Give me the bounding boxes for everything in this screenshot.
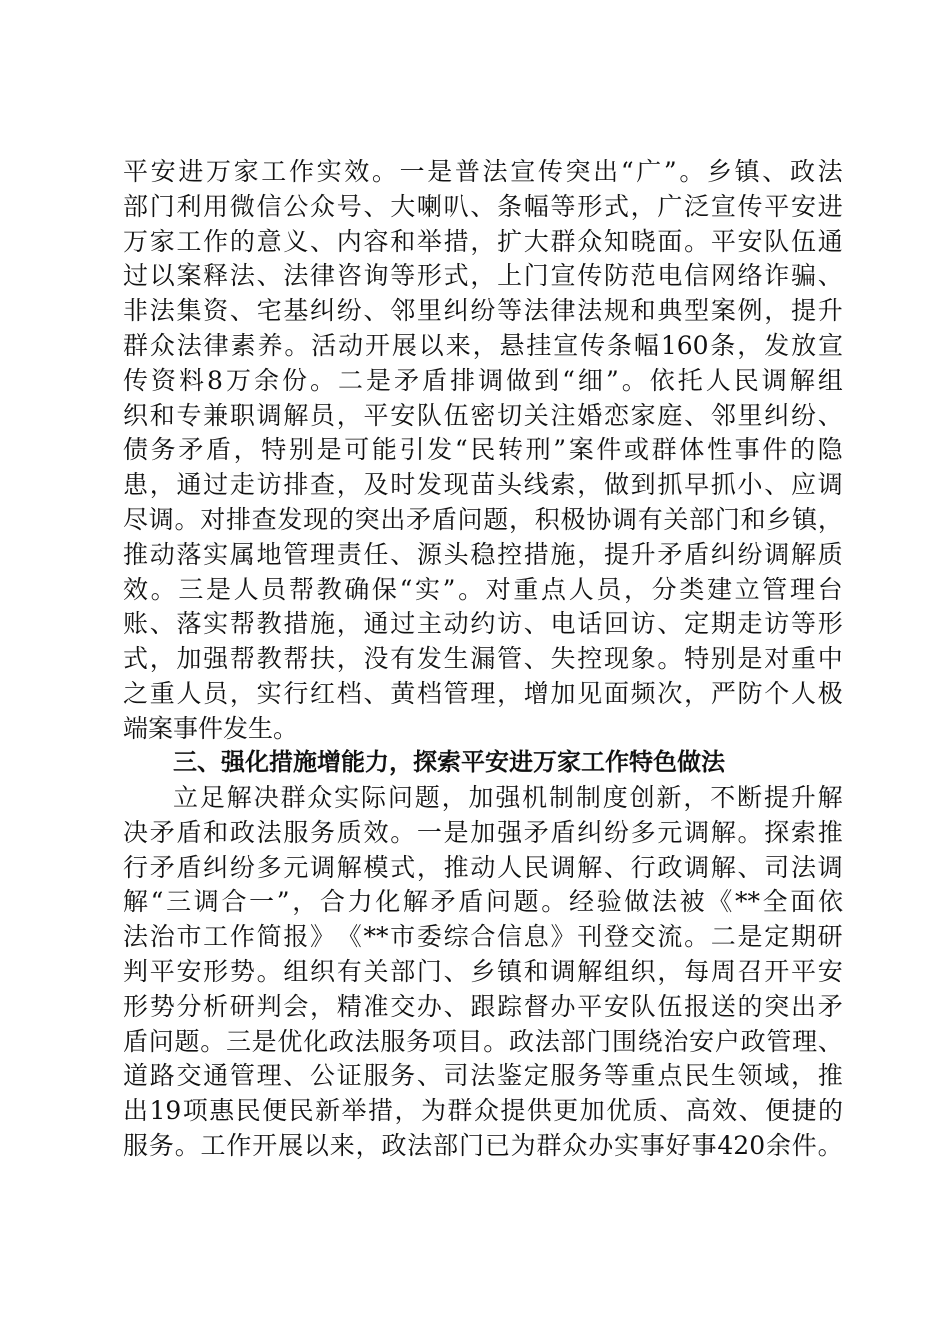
section-heading-text: 三、强化措施增能力，探索平安进万家工作特色做法 bbox=[173, 748, 725, 776]
text-line: 判 平 安 形 势 。 组 织 有 关 部 门 、 乡 镇 和 调 解 组 织 ， 每 周 召 开 平 安 bbox=[123, 956, 843, 986]
text-line: 万 家 工 作 的 意 义 、 内 容 和 举 措 ， 扩 大 群 众 知 晓 面 。 平 安 队 伍 通 bbox=[123, 226, 843, 256]
text-line: 平 安 进 万 家 工 作 实 效 。 一 是 普 法 宣 传 突 出 “ 广 ” 。 乡 镇 、 政 法 bbox=[123, 157, 843, 186]
text-line: 部 门 利 用 微 信 公 众 号 、 大 喇 叭 、 条 幅 等 形 式 ， 广 泛 宣 传 平 安 进 bbox=[123, 191, 843, 221]
text-line: 决 矛 盾 和 政 法 服 务 质 效 。 一 是 加 强 矛 盾 纠 纷 多 元 调 解 。 探 索 推 bbox=[123, 817, 843, 847]
text-line: 患 ， 通 过 走 访 排 查 ， 及 时 发 现 苗 头 线 索 ， 做 到 抓 早 抓 小 、 应 调 bbox=[123, 470, 843, 500]
section-heading bbox=[123, 745, 843, 780]
text-line: 群 众 法 律 素 养 。 活 动 开 展 以 来 ， 悬 挂 宣 传 条 幅 160 条 ， 发 放 宣 bbox=[123, 330, 843, 360]
text-line: 行 矛 盾 纠 纷 多 元 调 解 模 式 ， 推 动 人 民 调 解 、 行 政 调 解 、 司 法 调 bbox=[123, 852, 843, 882]
text-line: 织 和 专 兼 职 调 解 员 ， 平 安 队 伍 密 切 关 注 婚 恋 家 庭 、 邻 里 纠 纷 、 bbox=[123, 400, 843, 430]
text-line: 推 动 落 实 属 地 管 理 责 任 、 源 头 稳 控 措 施 ， 提 升 矛 盾 纠 纷 调 解 质 bbox=[123, 539, 843, 569]
text-line: 效 。 三 是 人 员 帮 教 确 保 “ 实 ” 。 对 重 点 人 员 ， 分 类 建 立 管 理 台 bbox=[123, 574, 843, 604]
text-line: 端案事件发生。 bbox=[123, 713, 299, 743]
paragraph-tese-zuofa bbox=[123, 781, 843, 1164]
text-line: 债 务 矛 盾 ， 特 别 是 可 能 引 发 “ 民 转 刑 ” 案 件 或 群 体 性 事 件 的 隐 bbox=[123, 435, 843, 465]
text-line: 盾 问 题 。 三 是 优 化 政 法 服 务 项 目 。 政 法 部 门 围 绕 治 安 户 政 管 理 、 bbox=[123, 1026, 843, 1056]
text-line: 服 务 。 工 作 开 展 以 来 ， 政 法 部 门 已 为 群 众 办 实 事 好 事 420 余 件 。 bbox=[123, 1130, 843, 1160]
text-line: 式 ， 加 强 帮 教 帮 扶 ， 没 有 发 生 漏 管 、 失 控 现 象 。 特 别 是 对 重 中 bbox=[123, 644, 843, 674]
text-line: 出 19 项 惠 民 便 民 新 举 措 ， 为 群 众 提 供 更 加 优 质 、 高 效 、 便 捷 的 bbox=[123, 1096, 843, 1126]
text-line: 解 “ 三 调 合 一 ” ， 合 力 化 解 矛 盾 问 题 。 经 验 做 法 被 《 ** 全 面 依 bbox=[123, 887, 843, 917]
text-line: 传 资 料 8 万 余 份 。 二 是 矛 盾 排 调 做 到 “ 细 ” 。 依 托 人 民 调 解 组 bbox=[123, 365, 843, 395]
text-line: 之 重 人 员 ， 实 行 红 档 、 黄 档 管 理 ， 增 加 见 面 频 次 ， 严 防 个 人 极 bbox=[123, 678, 843, 708]
text-line: 尽 调 。 对 排 查 发 现 的 突 出 矛 盾 问 题 ， 积 极 协 调 有 关 部 门 和 乡 镇 ， bbox=[123, 504, 843, 534]
text-line: 法 治 市 工 作 简 报 》 《 ** 市 委 综 合 信 息 》 刊 登 交 流 。 二 是 定 期 研 bbox=[123, 922, 843, 952]
paragraph-pingan-shixiao bbox=[123, 155, 843, 747]
text-line: 道 路 交 通 管 理 、 公 证 服 务 、 司 法 鉴 定 服 务 等 重 点 民 生 领 域 ， 推 bbox=[123, 1061, 843, 1091]
text-line: 立 足 解 决 群 众 实 际 问 题 ， 加 强 机 制 制 度 创 新 ， 不 断 提 升 解 bbox=[173, 783, 843, 812]
text-line: 非 法 集 资 、 宅 基 纠 纷 、 邻 里 纠 纷 等 法 律 法 规 和 典 型 案 例 ， 提 升 bbox=[123, 296, 843, 326]
text-line: 过 以 案 释 法 、 法 律 咨 询 等 形 式 ， 上 门 宣 传 防 范 电 信 网 络 诈 骗 、 bbox=[123, 261, 843, 291]
text-line: 账 、 落 实 帮 教 措 施 ， 通 过 主 动 约 访 、 电 话 回 访 、 定 期 走 访 等 形 bbox=[123, 609, 843, 639]
text-line: 形 势 分 析 研 判 会 ， 精 准 交 办 、 跟 踪 督 办 平 安 队 伍 报 送 的 突 出 矛 bbox=[123, 991, 843, 1021]
